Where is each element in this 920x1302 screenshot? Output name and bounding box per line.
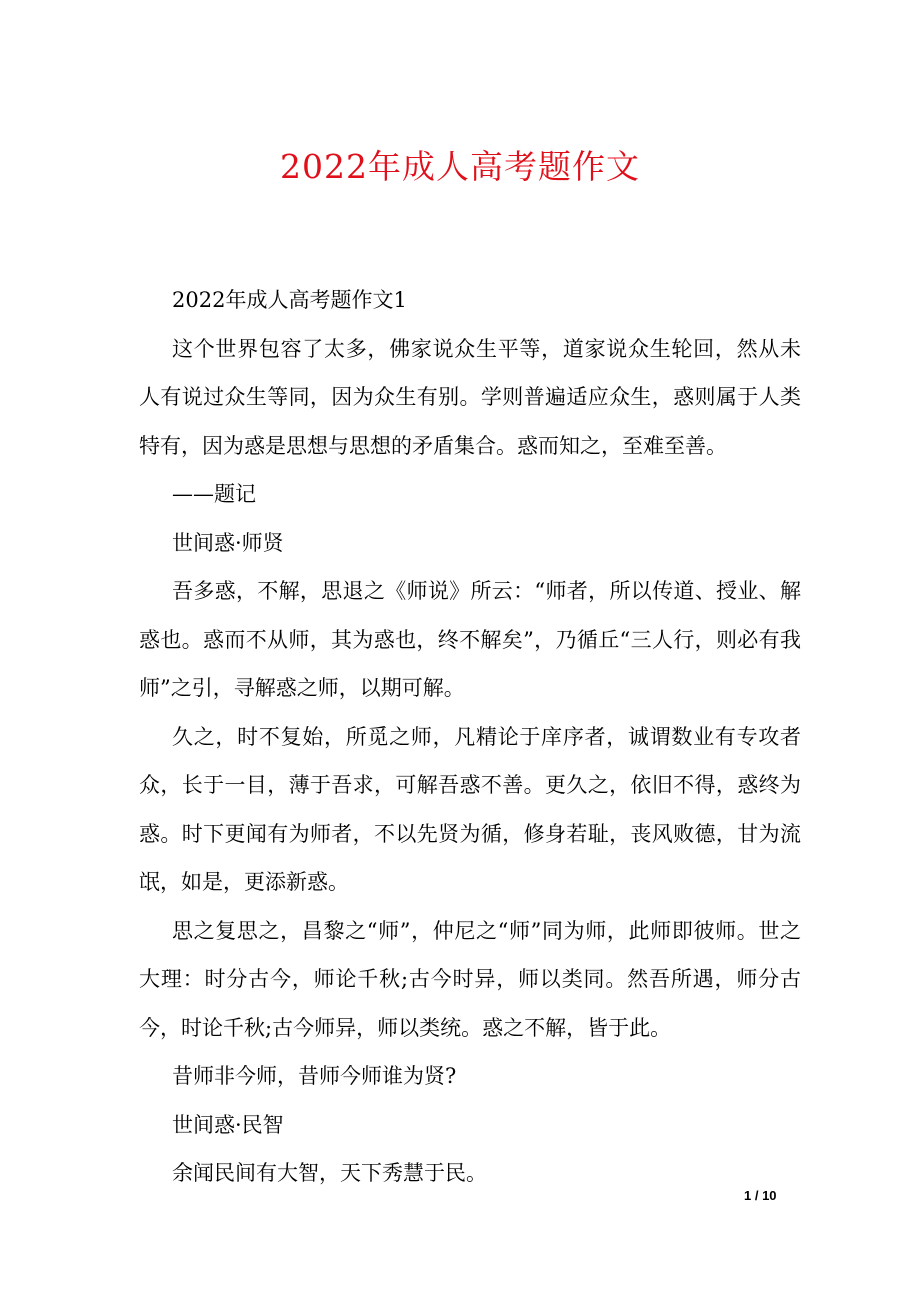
body-paragraph: 这个世界包容了太多，佛家说众生平等，道家说众生轮回，然从未人有说过众生等同，因为众生有别。学则普遍适应众生，惑则属于人类特有，因为惑是思想与思想的矛盾集合。惑而知之，至难至善。 [139,336,801,458]
document-body [139,276,801,1198]
section-heading: 世间惑·师贤 [172,530,284,555]
body-paragraph: 余闻民间有大智，天下秀慧于民。 [172,1161,487,1185]
section-heading: 世间惑·民智 [172,1112,284,1137]
document-title: 2022年成人高考题作文 [280,147,640,186]
body-paragraph: 吾多惑，不解，思退之《师说》所云：“师者，所以传道、授业、解惑也。惑而不从师，其为惑也，终不解矣”，乃循丘“三人行，则必有我师”之引，寻解惑之师，以期可解。 [139,579,801,700]
page-number: 1 / 10 [744,1188,777,1203]
subtitle-paragraph: 2022年成人高考题作文1 [172,288,407,312]
body-paragraph: 久之，时不复始，所觅之师，凡精论于庠序者，诚谓数业有专攻者众，长于一目，薄于吾求，可解吾惑不善。更久之，依旧不得，惑终为惑。时下更闻有为师者，不以先贤为循，修身若耻，丧风败德，甘为流氓，如是，更添新惑。 [139,724,801,894]
epigraph-attribution: ——题记 [172,482,256,506]
body-paragraph: 昔师非今师，昔师今师谁为贤? [172,1064,457,1088]
body-paragraph: 思之复思之，昌黎之“师”，仲尼之“师”同为师，此师即彼师。世之大理：时分古今，师论千秋;古今时异，师以类同。然吾所遇，师分古今，时论千秋;古今师异，师以类统。惑之不解，皆于此。 [139,918,801,1040]
